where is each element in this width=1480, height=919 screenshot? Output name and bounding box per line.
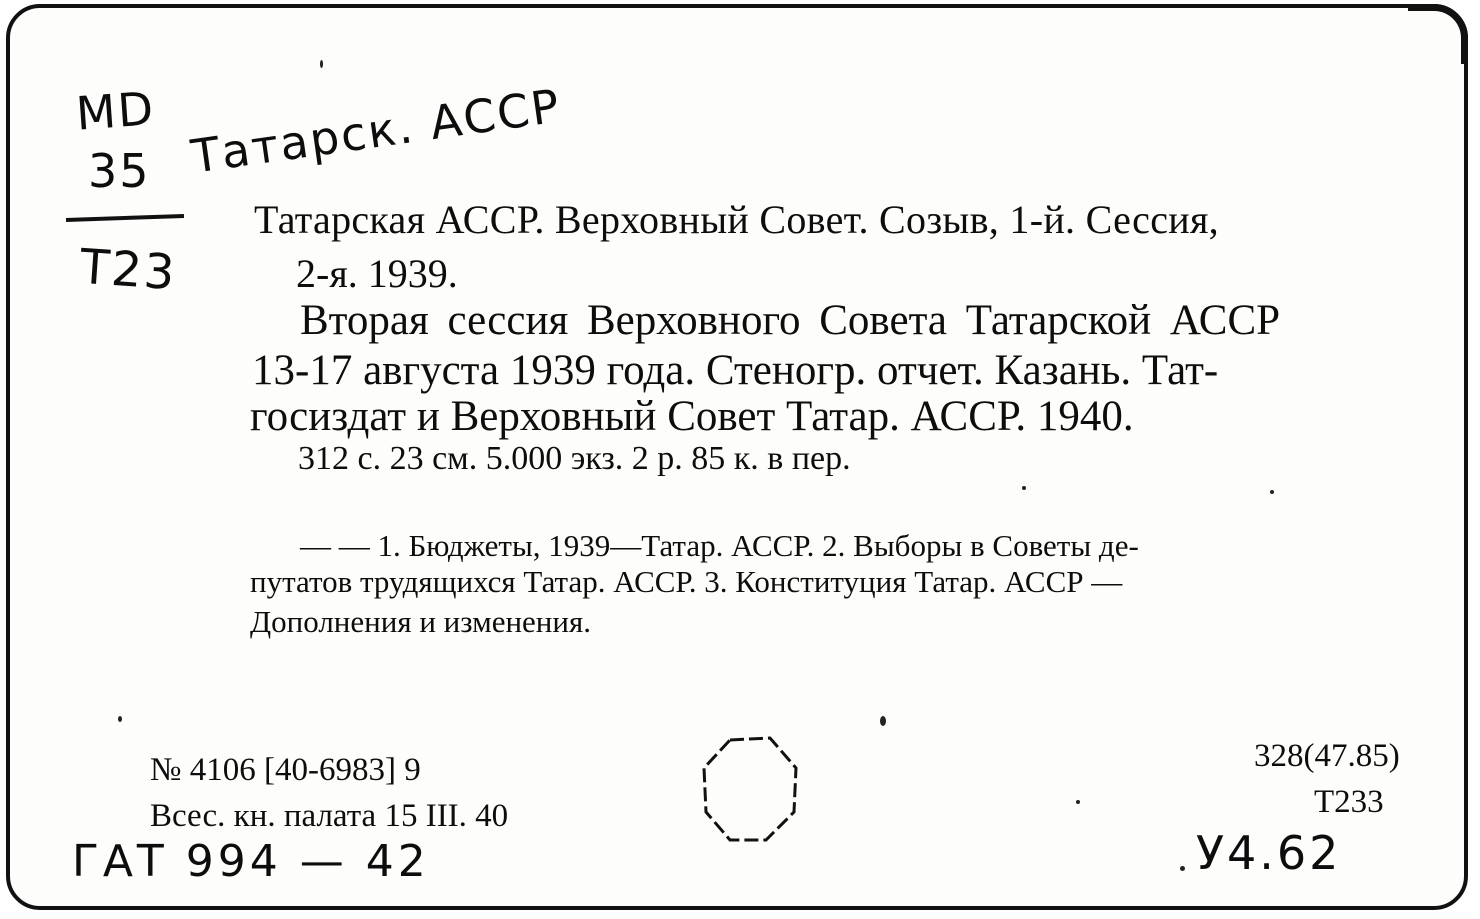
classification-code: 328(47.85) <box>1254 738 1400 774</box>
ink-speck <box>1180 866 1185 871</box>
subject-headings-line-1: — — 1. Бюджеты, 1939—Татар. АССР. 2. Выборы в Советы де- <box>300 528 1139 563</box>
book-chamber-note: Всес. кн. палата 15 III. 40 <box>150 798 509 834</box>
octagon-stamp-icon <box>700 734 800 844</box>
handwritten-shelf-bottom: T23 <box>78 238 179 302</box>
handwritten-shelf-top: MD <box>74 81 157 141</box>
ink-speck <box>1022 486 1026 490</box>
handwritten-bottom-left-code: ГАТ 994 — 42 <box>72 836 430 887</box>
entry-title-line-1: Вторая сессия Верховного Совета Татарской АССР <box>300 297 1281 344</box>
entry-title-line-2: 13-17 августа 1939 года. Стеногр. отчет. Казань. Тат- <box>252 347 1219 394</box>
handwritten-subject-note: Татарск. АССР <box>188 78 565 184</box>
entry-physical-description: 312 с. 23 см. 5.000 экз. 2 р. 85 к. в пер. <box>298 440 851 477</box>
author-mark: Т233 <box>1314 784 1384 820</box>
subject-headings-line-2: путатов трудящихся Татар. АССР. 3. Конституция Татар. АССР — <box>250 564 1123 599</box>
ink-speck <box>320 60 323 68</box>
entry-title-line-3: госиздат и Верховный Совет Татар. АССР. 1940. <box>250 393 1134 440</box>
ink-speck <box>1076 800 1080 804</box>
accession-number: № 4106 [40-6983] 9 <box>150 752 421 788</box>
card-corner-fold <box>1408 4 1468 64</box>
ink-speck <box>1270 490 1274 494</box>
handwritten-shelf-number: 35 <box>88 144 151 198</box>
handwritten-bottom-right-code: У4.62 <box>1196 826 1342 880</box>
entry-heading-continuation: 2-я. 1939. <box>296 251 458 296</box>
subject-headings-line-3: Дополнения и изменения. <box>250 604 591 639</box>
ink-speck <box>118 716 122 722</box>
ink-speck <box>880 716 886 726</box>
entry-heading: Татарская АССР. Верховный Совет. Созыв, 1-й. Сессия, <box>254 197 1219 242</box>
